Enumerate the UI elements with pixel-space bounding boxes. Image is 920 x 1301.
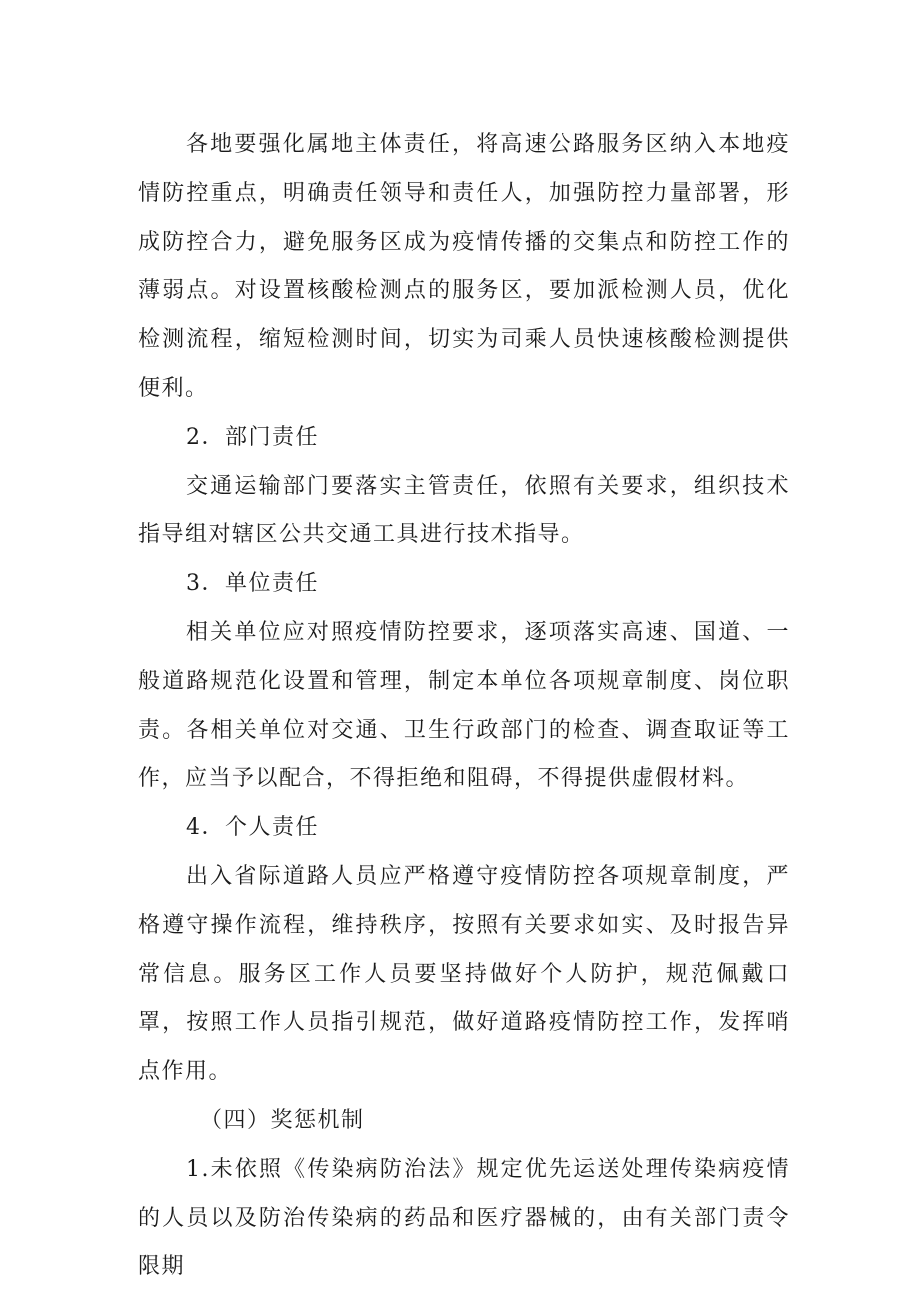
heading-personal-responsibility: 4．个人责任 bbox=[186, 815, 319, 841]
paragraph-local-responsibility: 各地要强化属地主体责任，将高速公路服务区纳入本地疫情防控重点，明确责任领导和责任人，加强防控力量部署，形成防控合力，避免服务区成为疫情传播的交集点和防控工作的薄弱点。对设置核酸检测点的服务区，要加派检测人员，优化检测流程，缩短检测时间，切实为司乘人员快速核酸检测提供便利。 bbox=[138, 132, 790, 401]
document-body bbox=[138, 121, 790, 1292]
section-heading-rewards-penalties: （四）奖惩机制 bbox=[200, 1107, 365, 1133]
paragraph-penalty-item-1: 1.未依照《传染病防治法》规定优先运送处理传染病疫情的人员以及防治传染病的药品和医疗器械的，由有关部门责令限期 bbox=[138, 1156, 790, 1280]
paragraph-personal-responsibility: 出入省际道路人员应严格遵守疫情防控各项规章制度，严格遵守操作流程，维持秩序，按照有关要求如实、及时报告异常信息。服务区工作人员要坚持做好个人防护，规范佩戴口罩，按照工作人员指引规范，做好道路疫情防控工作，发挥哨点作用。 bbox=[138, 863, 790, 1085]
paragraph-department-responsibility: 交通运输部门要落实主管责任，依照有关要求，组织技术指导组对辖区公共交通工具进行技术指导。 bbox=[138, 473, 790, 548]
heading-unit-responsibility: 3．单位责任 bbox=[186, 571, 319, 597]
heading-department-responsibility: 2．部门责任 bbox=[186, 424, 319, 450]
paragraph-unit-responsibility: 相关单位应对照疫情防控要求，逐项落实高速、国道、一般道路规范化设置和管理，制定本单位各项规章制度、岗位职责。各相关单位对交通、卫生行政部门的检查、调查取证等工作，应当予以配合，不得拒绝和阻碍，不得提供虚假材料。 bbox=[138, 619, 790, 792]
